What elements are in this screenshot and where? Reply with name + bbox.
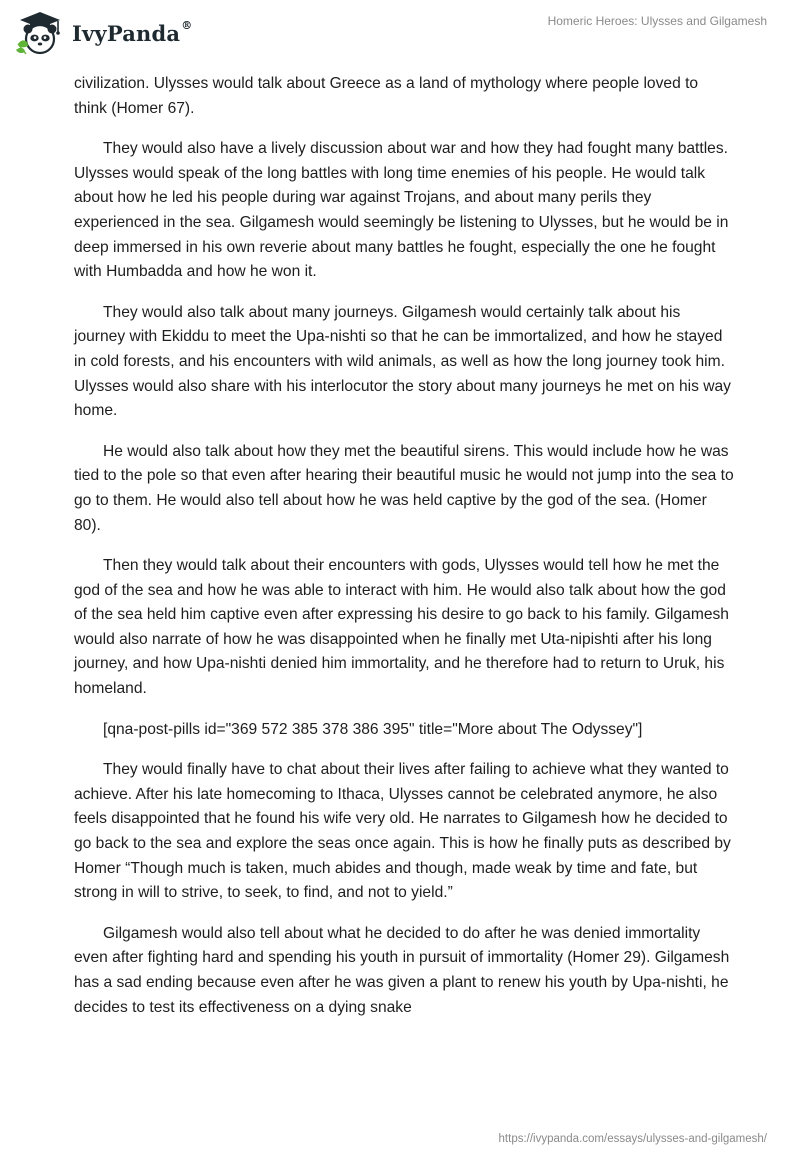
page-header — [0, 0, 800, 70]
essay-body — [74, 72, 734, 1036]
logo-registered-mark: ® — [181, 18, 193, 32]
shortcode-paragraph: [qna-post-pills id="369 572 385 378 386 395" title="More about The Odyssey"] — [103, 720, 643, 738]
paragraph: civilization. Ulysses would talk about Greece as a land of mythology where people loved to think (Homer 67). — [74, 75, 699, 117]
document-title: Homeric Heroes: Ulysses and Gilgamesh — [547, 14, 767, 28]
source-url[interactable]: https://ivypanda.com/essays/ulysses-and-gilgamesh/ — [498, 1133, 767, 1145]
panda-graduate-icon — [14, 10, 66, 56]
paragraph: Then they would talk about their encounters with gods, Ulysses would tell how he met the god of the sea and how he was able to interact with him. He would also talk about how the god of the sea held him captive even after expressing his desire to go back to his family. Gilgamesh would also narrate of how he was disappointed when he finally met Uta-nipishti after his long journey, and how Upa-nishti denied him immortality, and he therefore had to return to Uruk, his homeland. — [74, 557, 729, 698]
paragraph: Gilgamesh would also tell about what he decided to do after he was denied immortality even after fighting hard and spending his youth in pursuit of immortality (Homer 29). Gilgamesh has a sad ending because even after he was given a plant to renew his youth by Upa-nishti, he decides to test its effectiveness on a dying snake — [74, 924, 730, 1016]
logo-wordmark — [72, 18, 193, 46]
paragraph: They would also talk about many journeys. Gilgamesh would certainly talk about his journey with Ekiddu to meet the Upa-nishti so that he can be immortalized, and how he stayed in cold forests, and his encounters with wild animals, as well as how the long journey took him. Ulysses would also share with his interlocutor the story about many journeys he met on his way home. — [74, 303, 731, 420]
logo-text: IvyPanda — [72, 20, 181, 46]
paragraph: They would finally have to chat about their lives after failing to achieve what they wanted to achieve. After his late homecoming to Ithaca, Ulysses cannot be celebrated anymore, he also feels disappointed that he found his wife very old. He narrates to Gilgamesh how he decided to go back to the sea and explore the seas once again. This is how he finally puts as described by Homer “Though much is taken, much abides and though, made weak by time and fate, but strong in will to strive, to seek, to find, and not to yield.” — [74, 761, 731, 902]
paragraph: They would also have a lively discussion about war and how they had fought many battles. Ulysses would speak of the long battles with long time enemies of his people. He would talk about how he led his people during war against Trojans, and about many perils they experienced in the sea. Gilgamesh would seemingly be listening to Ulysses, but he would be in deep immersed in his own reverie about many battles he fought, especially the one he fought with Humbadda and how he won it. — [74, 140, 729, 281]
ivypanda-logo[interactable] — [14, 10, 192, 56]
paragraph: He would also talk about how they met the beautiful sirens. This would include how he was tied to the pole so that even after hearing their beautiful music he would not jump into the sea to go to them. He would also tell about how he was held captive by the god of the sea. (Homer 80). — [74, 442, 734, 534]
